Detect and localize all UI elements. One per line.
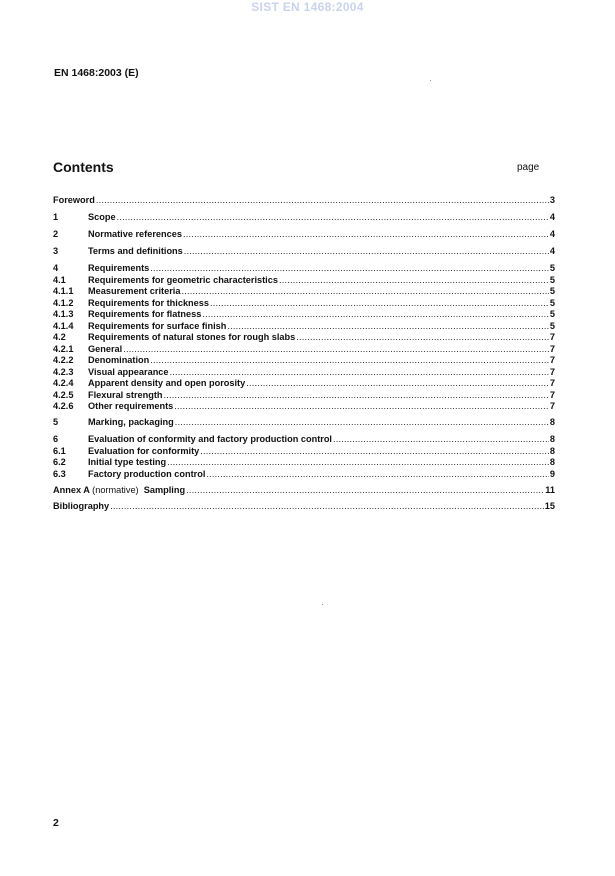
toc-entry-4-1-4[interactable] — [53, 320, 555, 332]
toc-entry-title: Requirements for geometric characteristics — [88, 274, 278, 285]
toc-entry-4-2-5[interactable] — [53, 389, 555, 401]
toc-entry-page: 7 — [549, 343, 555, 354]
toc-dot-leader — [150, 355, 549, 366]
toc-entry-6-2[interactable] — [53, 456, 555, 468]
toc-dot-leader — [175, 417, 549, 428]
toc-dot-leader — [150, 263, 549, 274]
toc-entry-number: 4.1.2 — [53, 297, 74, 308]
toc-entry-title: Requirements — [88, 263, 150, 273]
toc-dot-leader — [279, 275, 549, 286]
toc-entry-page: 5 — [549, 297, 555, 308]
toc-entry-foreword[interactable] — [53, 194, 555, 206]
toc-entry-4-1-1[interactable] — [53, 285, 555, 297]
toc-dot-leader — [167, 457, 549, 468]
toc-dot-leader — [123, 344, 549, 355]
toc-dot-leader — [174, 401, 549, 412]
document-id: EN 1468:2003 (E) — [54, 67, 139, 79]
toc-entry-page: 4 — [549, 212, 555, 222]
toc-entry-number: 4.1.4 — [53, 320, 74, 331]
toc-entry-3[interactable] — [53, 245, 555, 257]
toc-entry-number: 4.2.5 — [53, 389, 74, 400]
toc-entry-title: Factory production control — [88, 468, 206, 479]
toc-entry-page: 4 — [549, 229, 555, 239]
toc-entry-number: 1 — [53, 212, 59, 222]
toc-entry-page: 8 — [549, 434, 555, 444]
toc-dot-leader — [110, 501, 544, 512]
toc-entry-number: 6 — [53, 434, 59, 444]
toc-entry-title: Requirements for thickness — [88, 297, 210, 308]
toc-entry-page: 7 — [549, 389, 555, 400]
toc-entry-page: 7 — [549, 332, 555, 342]
toc-entry-number: 6.2 — [53, 457, 66, 467]
watermark-text: SIST EN 1468:2004 — [251, 0, 364, 14]
toc-dot-leader — [181, 286, 548, 297]
toc-dot-leader — [206, 469, 548, 480]
toc-entry-title: Requirements for surface finish — [88, 320, 227, 331]
toc-entry-page: 5 — [549, 263, 555, 273]
toc-entry-title: Flexural strength — [88, 389, 163, 400]
toc-entry-title: Visual appearance — [88, 366, 169, 377]
toc-entry-title: Evaluation for conformity — [88, 445, 200, 456]
toc-entry-page: 5 — [549, 286, 555, 296]
page-column-label: page — [517, 162, 540, 173]
toc-entry-6-1[interactable] — [53, 445, 555, 457]
scan-speck — [322, 604, 323, 605]
toc-dot-leader — [202, 309, 549, 320]
toc-entry-4-1-3[interactable] — [53, 308, 555, 320]
toc-entry-number: 4.2.2 — [53, 355, 74, 365]
toc-entry-title: Initial type testing — [88, 457, 167, 467]
toc-entry-page: 7 — [549, 401, 555, 411]
annex-subtitle: Sampling — [143, 485, 186, 495]
toc-entry-title: Scope — [88, 212, 116, 222]
annex-label: Annex A — [53, 485, 90, 495]
toc-dot-leader — [227, 321, 549, 332]
toc-dot-leader — [170, 367, 549, 378]
toc-entry-4-2[interactable] — [53, 331, 555, 343]
toc-entry-page: 9 — [549, 468, 555, 479]
toc-entry-title: Apparent density and open porosity — [88, 378, 246, 388]
toc-entry-4-2-1[interactable] — [53, 343, 555, 355]
toc-entry-page: 4 — [549, 246, 555, 256]
toc-entry-page: 5 — [549, 320, 555, 331]
toc-entry-number: 4.1 — [53, 274, 66, 285]
toc-entry-number: 3 — [53, 246, 59, 256]
toc-entry-number: 4.2.3 — [53, 366, 74, 377]
toc-entry-page: 15 — [544, 501, 555, 511]
toc-dot-leader — [96, 195, 549, 206]
toc-dot-leader — [183, 229, 549, 240]
toc-entry-number: 4.2.6 — [53, 401, 74, 411]
toc-entry-page: 8 — [549, 445, 555, 456]
toc-dot-leader — [184, 246, 549, 257]
toc-dot-leader — [333, 434, 549, 445]
toc-entry-page: 7 — [549, 366, 555, 377]
toc-dot-leader — [200, 446, 549, 457]
toc-entry-title: Other requirements — [88, 401, 174, 411]
toc-entry-number: 4.1.3 — [53, 309, 74, 319]
toc-entry-number: 6.1 — [53, 445, 66, 456]
toc-entry-number: 4 — [53, 263, 59, 273]
toc-entry-number: 4.1.1 — [53, 286, 74, 296]
toc-entry-4-2-3[interactable] — [53, 366, 555, 378]
toc-entry-title: Denomination — [88, 355, 150, 365]
toc-entry-page: 8 — [549, 417, 555, 427]
toc-entry-4-1-2[interactable] — [53, 297, 555, 309]
toc-entry-page: 11 — [545, 485, 555, 495]
toc-entry-title: General — [88, 343, 123, 354]
toc-entry-4-2-6[interactable] — [53, 400, 555, 412]
toc-entry-annex-a[interactable] — [53, 484, 555, 496]
annex-qualifier: (normative) — [92, 485, 139, 495]
toc-entry-title: Evaluation of conformity and factory production control — [88, 434, 332, 444]
toc-entry-title: Measurement criteria — [88, 286, 181, 296]
toc-dot-leader — [296, 332, 549, 343]
toc-entry-6-3[interactable] — [53, 468, 555, 480]
scan-speck — [430, 80, 431, 81]
toc-entry-bibliography[interactable] — [53, 500, 555, 512]
toc-entry-title: Terms and definitions — [88, 246, 183, 256]
toc-entry-number: 5 — [53, 417, 59, 427]
toc-entry-number: 4.2.4 — [53, 378, 74, 388]
toc-entry-number: 2 — [53, 229, 59, 239]
toc-dot-leader — [117, 212, 549, 223]
toc-entry-page: 5 — [549, 274, 555, 285]
toc-entry-6[interactable] — [53, 433, 555, 445]
toc-entry-page: 5 — [549, 309, 555, 319]
toc-entry-number: 4.2.1 — [53, 343, 74, 354]
toc-entry-title — [53, 485, 185, 496]
toc-dot-leader — [246, 378, 549, 389]
toc-entry-page: 8 — [549, 457, 555, 467]
toc-entry-title: Foreword — [53, 195, 95, 205]
contents-heading: Contents — [53, 159, 114, 175]
toc-entry-number: 4.2 — [53, 332, 66, 342]
toc-entry-page: 3 — [549, 195, 555, 205]
toc-dot-leader — [164, 390, 549, 401]
toc-entry-title: Marking, packaging — [88, 417, 174, 427]
toc-entry-1[interactable] — [53, 211, 555, 223]
toc-entry-4-2-4[interactable] — [53, 377, 555, 389]
toc-entry-title: Normative references — [88, 229, 182, 239]
toc-entry-5[interactable] — [53, 416, 555, 428]
toc-entry-title: Requirements of natural stones for rough slabs — [88, 332, 296, 342]
toc-entry-page: 7 — [549, 378, 555, 388]
toc-entry-number: 6.3 — [53, 468, 66, 479]
toc-entry-2[interactable] — [53, 228, 555, 240]
toc-entry-title: Bibliography — [53, 501, 110, 511]
toc-dot-leader — [210, 298, 549, 309]
toc-entry-title: Requirements for flatness — [88, 309, 202, 319]
toc-dot-leader — [186, 485, 544, 496]
footer-page-number: 2 — [53, 817, 59, 829]
toc-entry-4-2-2[interactable] — [53, 354, 555, 366]
toc-entry-page: 7 — [549, 355, 555, 365]
toc-entry-4-1[interactable] — [53, 274, 555, 286]
toc-entry-4[interactable] — [53, 262, 555, 274]
